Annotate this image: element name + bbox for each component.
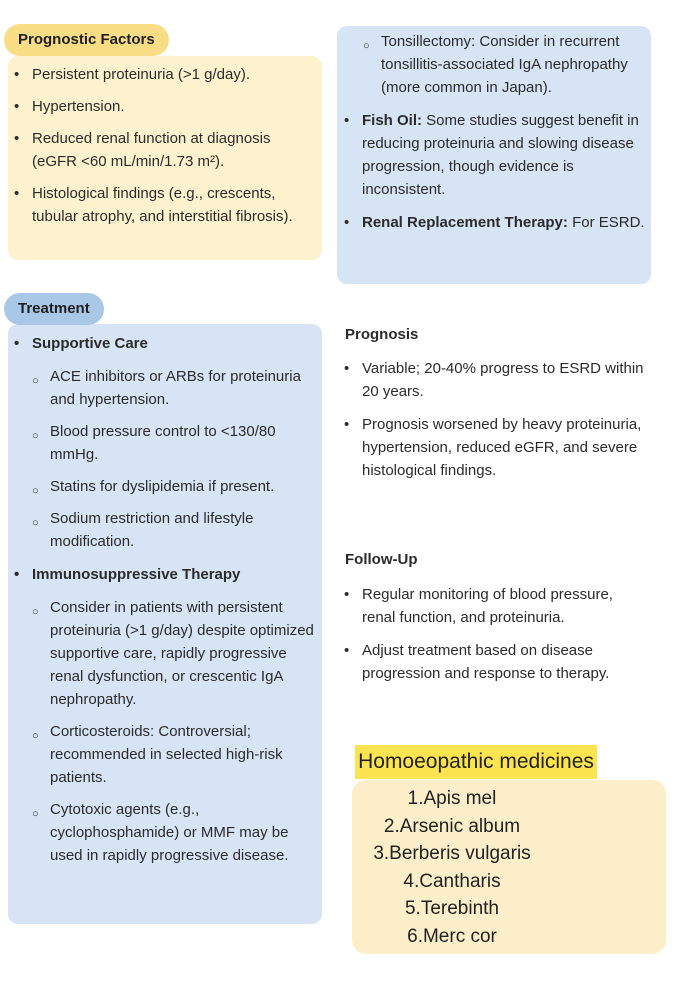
fish-oil-label: Fish Oil: bbox=[362, 112, 422, 129]
list-item: 1.Apis mel bbox=[407, 788, 497, 809]
list-item: 4.Cantharis bbox=[403, 870, 501, 892]
bullet-icon: • bbox=[14, 335, 20, 352]
circle-bullet-icon: ○ bbox=[32, 808, 39, 820]
immunosuppressive-list bbox=[32, 596, 319, 867]
list-item: • Reduced renal function at diagnosis (eGFR <60 mL/min/1.73 m²). bbox=[14, 127, 319, 173]
list-item: • Regular monitoring of blood pressure, renal function, and proteinuria. bbox=[344, 583, 644, 629]
prognostic-factors-title: Prognostic Factors bbox=[4, 24, 169, 56]
tonsillectomy-item: ○ Tonsillectomy: Consider in recurrent tonsillitis-associated IgA nephropathy (more common in Japan). bbox=[363, 33, 628, 96]
supportive-care-list bbox=[32, 365, 319, 553]
rrt-text: For ESRD. bbox=[567, 214, 645, 231]
bullet-icon: • bbox=[14, 130, 20, 147]
list-item: ○ Cytotoxic agents (e.g., cyclophosphamide) or MMF may be used in rapidly progressive disease. bbox=[32, 801, 289, 864]
circle-bullet-icon: ○ bbox=[32, 430, 39, 442]
follow-up-list bbox=[344, 583, 644, 685]
list-item: 3.Berberis vulgaris bbox=[373, 843, 531, 865]
list-item: ○ Consider in patients with persistent proteinuria (>1 g/day) despite optimized supportive care, rapidly progressive renal dysfunction, or crescentic IgA nephropathy. bbox=[32, 599, 314, 708]
circle-bullet-icon: ○ bbox=[32, 730, 39, 742]
list-item: • Prognosis worsened by heavy proteinuria, hypertension, reduced eGFR, and severe histological findings. bbox=[344, 413, 644, 482]
prognosis-list bbox=[344, 357, 644, 482]
bullet-icon: • bbox=[14, 66, 20, 83]
bullet-icon: • bbox=[344, 586, 350, 603]
list-item: • Adjust treatment based on disease progression and response to therapy. bbox=[344, 639, 644, 685]
bullet-icon: • bbox=[14, 566, 20, 583]
circle-bullet-icon: ○ bbox=[32, 517, 39, 529]
homeopathic-title: Homoeopathic medicines bbox=[355, 745, 597, 779]
immunosuppressive-heading: • Immunosuppressive Therapy bbox=[14, 563, 319, 586]
bullet-icon: • bbox=[344, 360, 350, 377]
prognosis-title: Prognosis bbox=[345, 326, 419, 343]
list-item: ○ Corticosteroids: Controversial; recommended in selected high-risk patients. bbox=[32, 723, 283, 786]
rrt-item bbox=[344, 211, 646, 234]
list-item: ○ Statins for dyslipidemia if present. bbox=[32, 475, 319, 498]
fish-oil-text: Some studies suggest benefit in reducing proteinuria and slowing disease progression, though evidence is inconsistent. bbox=[362, 112, 639, 198]
circle-bullet-icon: ○ bbox=[32, 485, 39, 497]
treatment-title: Treatment bbox=[4, 293, 104, 325]
treatment-continued-content bbox=[344, 30, 646, 234]
bullet-icon: • bbox=[344, 416, 350, 433]
prognostic-factors-list bbox=[14, 63, 319, 228]
list-item: 5.Terebinth bbox=[404, 898, 499, 920]
list-item: 6.Merc cor bbox=[407, 925, 497, 947]
list-item: • Hypertension. bbox=[14, 95, 319, 118]
homeopathic-list bbox=[352, 785, 552, 951]
rrt-label: Renal Replacement Therapy: bbox=[362, 214, 568, 231]
list-item: 2.Arsenic album bbox=[383, 815, 521, 837]
follow-up-title: Follow-Up bbox=[345, 551, 418, 568]
list-item: • Variable; 20-40% progress to ESRD within 20 years. bbox=[344, 357, 644, 403]
bullet-icon: • bbox=[344, 112, 350, 129]
treatment-content bbox=[14, 332, 319, 867]
bullet-icon: • bbox=[14, 98, 20, 115]
list-item: ○ ACE inhibitors or ARBs for proteinuria and hypertension. bbox=[32, 368, 301, 408]
fish-oil-item bbox=[344, 109, 646, 201]
bullet-icon: • bbox=[344, 214, 350, 231]
list-item: • Persistent proteinuria (>1 g/day). bbox=[14, 63, 319, 86]
list-item: • Histological findings (e.g., crescents, tubular atrophy, and interstitial fibrosis). bbox=[14, 182, 319, 228]
circle-bullet-icon: ○ bbox=[32, 375, 39, 387]
bullet-icon: • bbox=[14, 185, 20, 202]
circle-bullet-icon: ○ bbox=[363, 40, 370, 52]
list-item: ○ Blood pressure control to <130/80 mmHg. bbox=[32, 423, 276, 463]
supportive-care-heading: • Supportive Care bbox=[14, 332, 319, 355]
list-item: ○ Sodium restriction and lifestyle modification. bbox=[32, 510, 254, 550]
circle-bullet-icon: ○ bbox=[32, 606, 39, 618]
bullet-icon: • bbox=[344, 642, 350, 659]
